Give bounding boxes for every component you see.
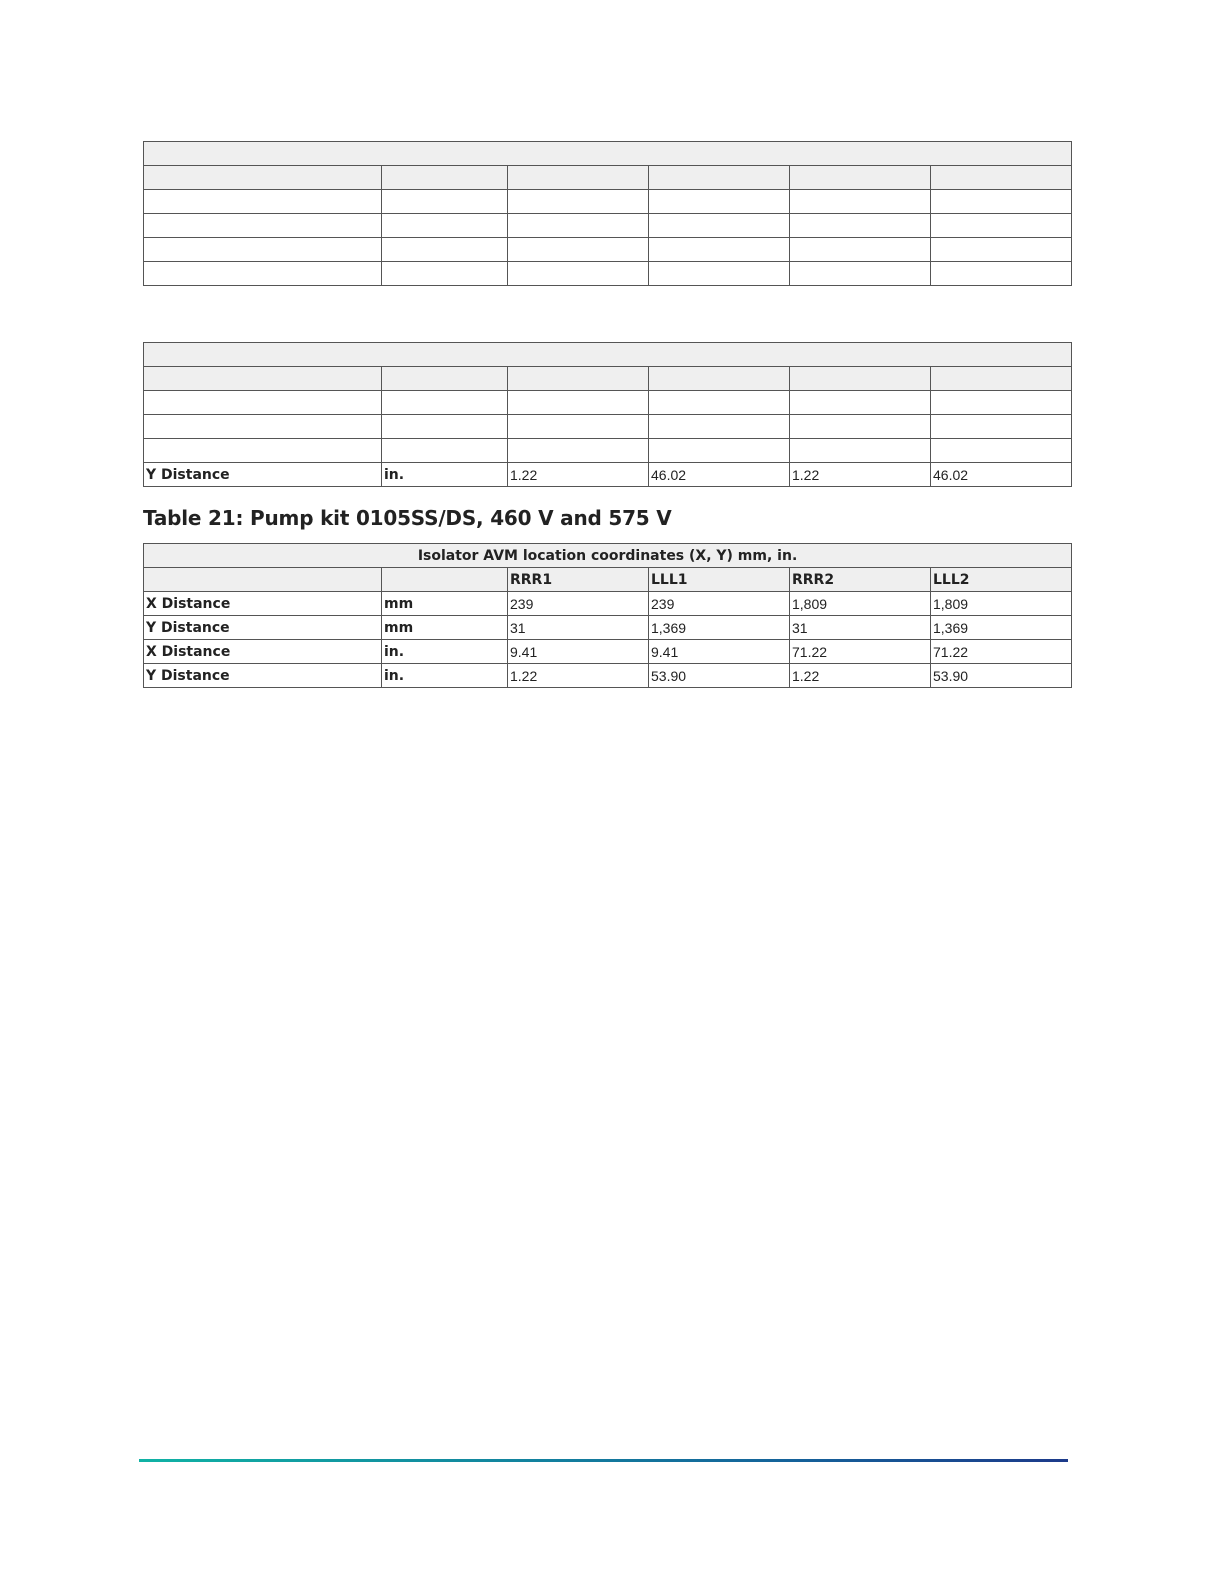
table-cell — [382, 214, 508, 238]
table-cell — [790, 439, 931, 463]
table-header-row — [144, 367, 1072, 391]
table-cell: 1.22 — [508, 463, 649, 487]
column-header — [508, 166, 649, 190]
table-cell: 46.02 — [931, 463, 1072, 487]
table-cell: 1.22 — [790, 664, 931, 688]
table-cell — [508, 214, 649, 238]
table-row — [144, 190, 1072, 214]
column-header — [144, 367, 382, 391]
table-cell: 239 — [649, 592, 790, 616]
column-header: LLL1 — [649, 568, 790, 592]
table-caption — [144, 343, 1072, 367]
column-header — [790, 166, 931, 190]
table-cell — [508, 415, 649, 439]
table-row — [144, 592, 1072, 616]
table-cell: 31 — [508, 616, 649, 640]
table-cell: 239 — [508, 592, 649, 616]
table-cell: 9.41 — [649, 640, 790, 664]
table-cell — [649, 262, 790, 286]
table-cell: X Distance — [144, 640, 382, 664]
column-header — [931, 166, 1072, 190]
table-row — [144, 640, 1072, 664]
column-header — [508, 367, 649, 391]
table-row — [144, 415, 1072, 439]
table-cell: 1.22 — [790, 463, 931, 487]
column-header — [790, 367, 931, 391]
coordinates-table-b — [143, 342, 1072, 487]
table-cell — [790, 415, 931, 439]
table-caption-row — [144, 544, 1072, 568]
table-cell — [790, 214, 931, 238]
table-cell — [508, 190, 649, 214]
table-row — [144, 238, 1072, 262]
table-cell — [144, 439, 382, 463]
table-cell — [790, 391, 931, 415]
table-cell — [931, 415, 1072, 439]
column-header — [649, 367, 790, 391]
table-row — [144, 439, 1072, 463]
table-cell — [931, 262, 1072, 286]
column-header — [144, 166, 382, 190]
table-cell: 31 — [790, 616, 931, 640]
table-cell — [144, 190, 382, 214]
table-cell — [649, 190, 790, 214]
column-header: LLL2 — [931, 568, 1072, 592]
table-cell — [508, 238, 649, 262]
column-header: RRR2 — [790, 568, 931, 592]
column-header — [382, 367, 508, 391]
table-cell: 53.90 — [931, 664, 1072, 688]
table-caption-row — [144, 343, 1072, 367]
table-cell: in. — [382, 463, 508, 487]
column-header — [382, 166, 508, 190]
table-row — [144, 391, 1072, 415]
table-row — [144, 262, 1072, 286]
column-header — [649, 166, 790, 190]
table-cell — [790, 262, 931, 286]
table-cell — [382, 190, 508, 214]
table-cell — [382, 415, 508, 439]
table-title: Table 21: Pump kit 0105SS/DS, 460 V and 575 V — [143, 506, 672, 530]
footer-divider — [139, 1459, 1068, 1462]
table-row — [144, 664, 1072, 688]
table-cell — [508, 439, 649, 463]
table-cell — [508, 391, 649, 415]
table-cell: 1,369 — [931, 616, 1072, 640]
table-cell — [144, 391, 382, 415]
table-cell: in. — [382, 664, 508, 688]
table-cell: 1,809 — [790, 592, 931, 616]
table-row — [144, 463, 1072, 487]
table-cell — [649, 415, 790, 439]
column-header — [931, 367, 1072, 391]
table-cell: 1,369 — [649, 616, 790, 640]
table-cell — [382, 391, 508, 415]
column-header — [382, 568, 508, 592]
table-caption: Isolator AVM location coordinates (X, Y) mm, in. — [144, 544, 1072, 568]
table-cell — [649, 214, 790, 238]
table-cell — [649, 439, 790, 463]
table-cell — [790, 238, 931, 262]
table-cell: 53.90 — [649, 664, 790, 688]
table-cell: 71.22 — [790, 640, 931, 664]
table-row — [144, 214, 1072, 238]
table-cell — [382, 238, 508, 262]
table-cell — [649, 238, 790, 262]
table-cell — [382, 439, 508, 463]
table-cell — [144, 214, 382, 238]
table-cell — [649, 391, 790, 415]
table-header-row — [144, 568, 1072, 592]
table-cell — [382, 262, 508, 286]
coordinates-table-21 — [143, 543, 1072, 688]
coordinates-table-a — [143, 141, 1072, 286]
column-header: RRR1 — [508, 568, 649, 592]
table-cell — [508, 262, 649, 286]
table-header-row — [144, 166, 1072, 190]
table-cell: Y Distance — [144, 664, 382, 688]
table-cell: Y Distance — [144, 616, 382, 640]
table-cell: in. — [382, 640, 508, 664]
table-cell: mm — [382, 616, 508, 640]
table-cell: Y Distance — [144, 463, 382, 487]
table-cell — [931, 214, 1072, 238]
table-caption-row — [144, 142, 1072, 166]
table-cell — [790, 190, 931, 214]
table-cell — [144, 262, 382, 286]
table-cell — [931, 439, 1072, 463]
table-cell: 1.22 — [508, 664, 649, 688]
table-caption — [144, 142, 1072, 166]
table-cell: 9.41 — [508, 640, 649, 664]
table-cell: mm — [382, 592, 508, 616]
table-cell: 71.22 — [931, 640, 1072, 664]
table-cell — [144, 415, 382, 439]
table-cell: 1,809 — [931, 592, 1072, 616]
table-cell — [144, 238, 382, 262]
column-header — [144, 568, 382, 592]
table-cell: X Distance — [144, 592, 382, 616]
table-cell — [931, 190, 1072, 214]
table-cell: 46.02 — [649, 463, 790, 487]
table-cell — [931, 391, 1072, 415]
table-cell — [931, 238, 1072, 262]
table-row — [144, 616, 1072, 640]
